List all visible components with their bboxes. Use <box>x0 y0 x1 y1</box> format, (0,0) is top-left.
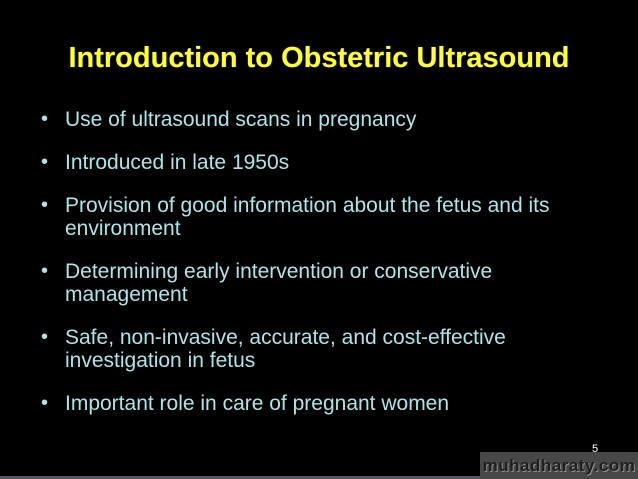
bullet-text: Determining early intervention or conservative management <box>65 260 493 306</box>
bullet-list <box>38 108 598 435</box>
bullet-icon: • <box>41 194 49 216</box>
list-item <box>38 326 598 372</box>
bullet-icon: • <box>41 151 49 173</box>
list-item <box>38 194 598 240</box>
bullet-text: Use of ultrasound scans in pregnancy <box>65 108 417 131</box>
bullet-text: Introduced in late 1950s <box>65 151 290 174</box>
bullet-text: Provision of good information about the fetus and its environment <box>65 194 550 240</box>
slide-number: 5 <box>592 443 599 455</box>
watermark <box>480 452 638 479</box>
watermark-text: muhadharaty.com <box>482 455 636 475</box>
bullet-text: Important role in care of pregnant women <box>65 392 450 415</box>
list-item <box>38 260 598 306</box>
list-item <box>38 108 598 131</box>
bullet-text: Safe, non-invasive, accurate, and cost-effective investigation in fetus <box>65 326 506 372</box>
bullet-icon: • <box>41 392 49 414</box>
page-title: Introduction to Obstetric Ultrasound <box>68 42 570 74</box>
list-item <box>38 151 598 174</box>
bullet-icon: • <box>41 260 49 282</box>
list-item <box>38 392 598 415</box>
bullet-icon: • <box>41 326 49 348</box>
bullet-icon: • <box>41 108 49 130</box>
